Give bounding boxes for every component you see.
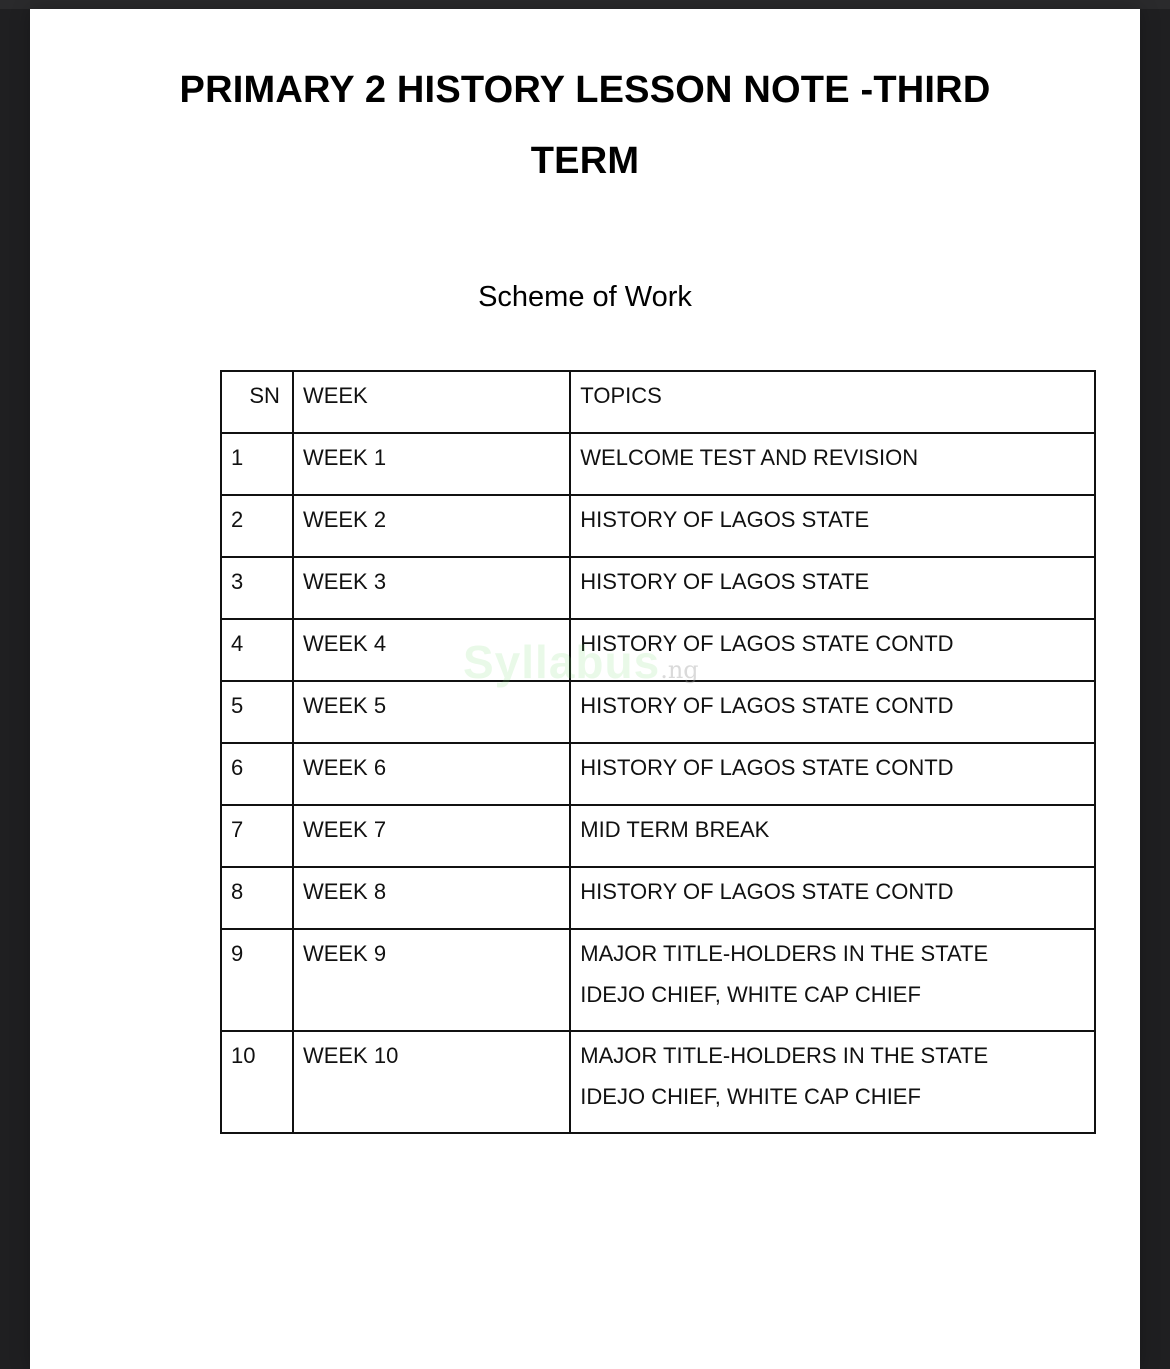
cell-topic (570, 681, 1095, 743)
table-row (221, 557, 1095, 619)
topic-line: IDEJO CHIEF, WHITE CAP CHIEF (580, 982, 921, 1007)
page-title (30, 55, 1140, 197)
topic-line: HISTORY OF LAGOS STATE (580, 507, 870, 532)
topic-line: HISTORY OF LAGOS STATE (580, 569, 870, 594)
table-row (221, 867, 1095, 929)
cell-sn: 8 (221, 867, 293, 929)
cell-topic (570, 805, 1095, 867)
cell-topic (570, 619, 1095, 681)
watermark-suffix: .ng (660, 656, 699, 684)
cell-topic (570, 1031, 1095, 1133)
header-topics: TOPICS (570, 371, 1095, 433)
cell-topic (570, 929, 1095, 1031)
cell-week: WEEK 10 (293, 1031, 570, 1133)
scheme-of-work-table (220, 370, 1096, 1134)
cell-week: WEEK 1 (293, 433, 570, 495)
topic-line: HISTORY OF LAGOS STATE CONTD (580, 693, 954, 718)
header-sn: SN (221, 371, 293, 433)
topic-line: HISTORY OF LAGOS STATE CONTD (580, 631, 954, 656)
cell-sn: 1 (221, 433, 293, 495)
section-subtitle: Scheme of Work (478, 281, 692, 313)
table-row (221, 433, 1095, 495)
table-row (221, 681, 1095, 743)
cell-week: WEEK 5 (293, 681, 570, 743)
top-edge (0, 0, 1170, 9)
cell-week: WEEK 7 (293, 805, 570, 867)
table-body (221, 433, 1095, 1133)
topic-line: IDEJO CHIEF, WHITE CAP CHIEF (580, 1084, 921, 1109)
watermark-text: Syllabus (463, 636, 661, 688)
document-page (30, 9, 1140, 1369)
cell-week: WEEK 2 (293, 495, 570, 557)
topic-line: MAJOR TITLE-HOLDERS IN THE STATE (580, 941, 989, 966)
cell-sn: 3 (221, 557, 293, 619)
table-row (221, 495, 1095, 557)
table-header-row (221, 371, 1095, 433)
table-row (221, 619, 1095, 681)
topic-line: HISTORY OF LAGOS STATE CONTD (580, 879, 954, 904)
cell-week: WEEK 9 (293, 929, 570, 1031)
topic-line: MAJOR TITLE-HOLDERS IN THE STATE (580, 1043, 989, 1068)
cell-sn: 2 (221, 495, 293, 557)
table-row (221, 743, 1095, 805)
cell-topic (570, 557, 1095, 619)
cell-sn: 9 (221, 929, 293, 1031)
topic-line: MID TERM BREAK (580, 817, 770, 842)
cell-sn: 10 (221, 1031, 293, 1133)
cell-topic (570, 867, 1095, 929)
cell-topic (570, 495, 1095, 557)
cell-sn: 6 (221, 743, 293, 805)
cell-sn: 7 (221, 805, 293, 867)
table-row (221, 805, 1095, 867)
table-row (221, 1031, 1095, 1133)
cell-sn: 4 (221, 619, 293, 681)
topic-line: HISTORY OF LAGOS STATE CONTD (580, 755, 954, 780)
cell-topic (570, 433, 1095, 495)
title-line-1: PRIMARY 2 HISTORY LESSON NOTE -THIRD (179, 69, 991, 111)
cell-topic (570, 743, 1095, 805)
title-line-2: TERM (530, 140, 640, 182)
table-row (221, 929, 1095, 1031)
cell-week: WEEK 6 (293, 743, 570, 805)
cell-week: WEEK 4 (293, 619, 570, 681)
cell-week: WEEK 3 (293, 557, 570, 619)
topic-line: WELCOME TEST AND REVISION (580, 445, 919, 470)
header-week: WEEK (293, 371, 570, 433)
cell-sn: 5 (221, 681, 293, 743)
cell-week: WEEK 8 (293, 867, 570, 929)
